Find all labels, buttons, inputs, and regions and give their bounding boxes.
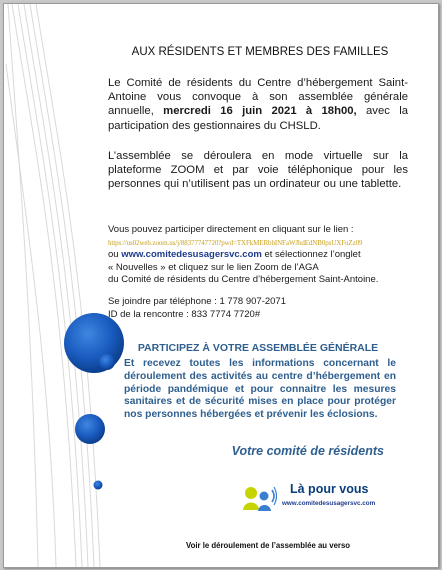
committee-website-link[interactable]: www.comitedesusagersvc.com	[121, 249, 262, 261]
news-tab-line: « Nouvelles » et cliquez sur le lien Zoom de l’AGA	[108, 261, 319, 273]
phone-line: Se joindre par téléphone : 1 778 907-2071	[108, 296, 286, 307]
la-pour-vous-logo	[242, 482, 382, 516]
site-line	[108, 249, 420, 262]
participate-title: PARTICIPEZ À VOTRE ASSEMBLÉE GÉNÉRALE	[137, 342, 379, 354]
decorative-circle-tiny	[94, 481, 103, 490]
meeting-date: mercredi 16 juin 2021 à 18h00,	[163, 105, 357, 118]
committee-line: du Comité de résidents du Centre d’hébergement Saint-Antoine.	[108, 274, 379, 286]
logo-title: Là pour vous	[290, 482, 369, 496]
decorative-circle-small	[99, 354, 115, 370]
or-word: ou	[108, 249, 122, 261]
convocation-paragraph	[108, 76, 408, 133]
footer-note: Voir le déroulement de l’assemblée au verso	[185, 541, 351, 550]
notice-heading: AUX RÉSIDENTS ET MEMBRES DES FAMILLES	[131, 46, 389, 58]
decorative-circle-medium	[75, 414, 105, 444]
zoom-link[interactable]: https://us02web.zoom.us/j/88377747720?pwd=TXFkMERbbINFaWJhdEdNB0psUXFuZz09	[108, 238, 363, 247]
link-instructions	[108, 224, 420, 287]
participate-paragraph: Et recevez toutes les informations concernant le déroulement des activités au centre d’hébergement en période pandémique et pour connaitre les mesures sanitaires et de sécurité mises en place pour protéger nos personnes hébergées et prévenir les éclosions.	[124, 358, 396, 421]
meeting-id-line: ID de la rencontre : 833 7774 7720#	[108, 308, 261, 320]
virtual-meeting-paragraph: L’assemblée se déroulera en mode virtuelle sur la plateforme ZOOM et par voie téléphonique pour les personnes qui n’utilisent pas un ordinateur ou une tablette.	[108, 150, 408, 191]
link-intro: Vous pouvez participer directement en cliquant sur le lien :	[108, 224, 354, 235]
convocation-end: avec la participation des gestionnaires du CHSLD.	[108, 105, 408, 132]
signature: Votre comité de résidents	[231, 444, 384, 458]
notice-page	[3, 3, 439, 568]
speech-people-logo-icon	[242, 484, 278, 512]
phone-details	[108, 296, 420, 321]
convocation-text: Le Comité de résidents du Centre d’hébergement Saint-Antoine vous convoque à son assemblée générale annuelle,	[108, 77, 408, 118]
logo-website: www.comitedesusagersvc.com	[282, 500, 376, 507]
site-after-text: et sélectionnez l’onglet	[261, 249, 361, 261]
